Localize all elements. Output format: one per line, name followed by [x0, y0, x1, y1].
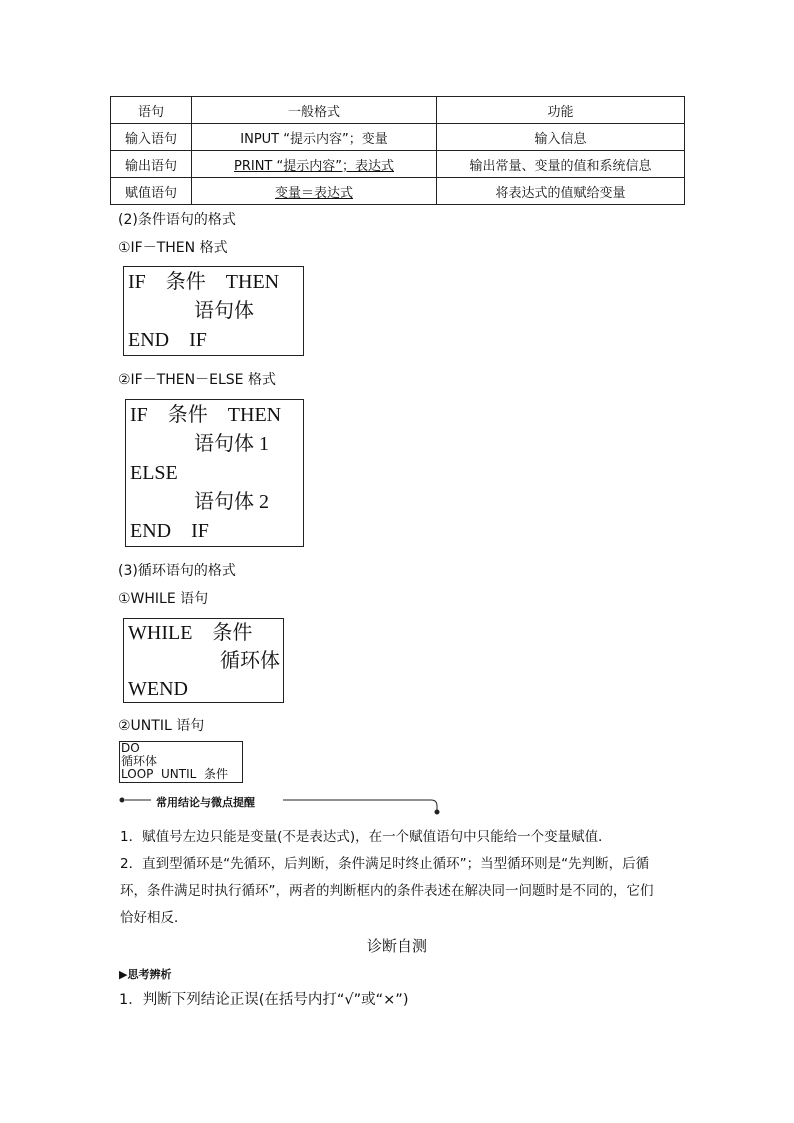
table-cell: [192, 178, 437, 205]
table-cell: 输出常量、变量的值和系统信息: [437, 151, 685, 178]
tip-item-2-line-2: 环，条件满足时执行循环”，两者的判断框内的条件表述在解决同一问题时是不同的，它们: [120, 883, 654, 899]
table-header-cell: 功能: [437, 97, 685, 124]
table-cell: [192, 151, 437, 178]
code-box-if-then: [123, 266, 304, 356]
code-line: 语句体 1: [194, 433, 269, 455]
tip-item-2-line-1: 2．直到型循环是“先循环，后判断，条件满足时终止循环”；当型循环则是“先判断，后循: [120, 856, 650, 872]
code-line: LOOP UNTIL 条件: [121, 767, 228, 781]
code-line: END IF: [130, 520, 209, 542]
table-row: [111, 178, 685, 205]
subtitle-if-then: ①IF－THEN 格式: [118, 240, 228, 256]
code-box-while: [123, 618, 284, 703]
table-header-cell: 语句: [111, 97, 192, 124]
table-header-cell: 一般格式: [192, 97, 437, 124]
code-line: END IF: [128, 329, 207, 351]
subtitle-while: ①WHILE 语句: [118, 591, 209, 607]
section-title-condition: (2)条件语句的格式: [118, 212, 236, 228]
triangle-right-icon: ▶: [119, 968, 128, 981]
code-line: 循环体: [220, 650, 280, 672]
table-cell: 赋值语句: [111, 178, 192, 205]
code-box-if-then-else: [125, 399, 304, 547]
code-line: 语句体: [194, 300, 254, 322]
code-line: 语句体 2: [194, 491, 269, 513]
code-line: DO: [121, 741, 140, 755]
code-line: IF 条件 THEN: [130, 404, 282, 426]
code-line: 循环体: [121, 754, 158, 768]
section-heading-diagnosis: 诊断自测: [366, 937, 427, 955]
table-row: [111, 151, 685, 178]
section-title-loop: (3)循环语句的格式: [118, 563, 236, 579]
code-line: WEND: [128, 678, 188, 700]
table-cell: 输出语句: [111, 151, 192, 178]
table-cell-underlined: 变量＝表达式: [274, 185, 353, 201]
label-thinking: [119, 966, 171, 982]
table-row: [111, 124, 685, 151]
tip-item-2-line-3: 恰好相反．: [120, 910, 188, 926]
table-cell: 将表达式的值赋给变量: [437, 178, 685, 205]
table-cell-underlined: PRINT “提示内容”；表达式: [234, 158, 394, 174]
label-thinking-text: 思考辨析: [127, 968, 172, 981]
tip-item-1: 1．赋值号左边只能是变量(不是表达式)，在一个赋值语句中只能给一个变量赋值．: [120, 829, 612, 845]
table-cell: 输入语句: [111, 124, 192, 151]
code-line: WHILE 条件: [128, 622, 253, 644]
question-1: 1．判断下列结论正误(在括号内打“√”或“×”): [119, 992, 409, 1008]
subtitle-if-then-else: ②IF－THEN－ELSE 格式: [118, 372, 276, 388]
subtitle-until: ②UNTIL 语句: [118, 718, 205, 734]
table-cell: INPUT “提示内容”；变量: [192, 124, 437, 151]
code-line: IF 条件 THEN: [128, 271, 280, 293]
code-box-until: [119, 741, 243, 783]
table-header-row: [111, 97, 685, 124]
code-line: ELSE: [130, 462, 178, 484]
tips-title: 常用结论与微点提醒: [156, 796, 255, 809]
statement-format-table: [110, 96, 685, 205]
table-cell: 输入信息: [437, 124, 685, 151]
